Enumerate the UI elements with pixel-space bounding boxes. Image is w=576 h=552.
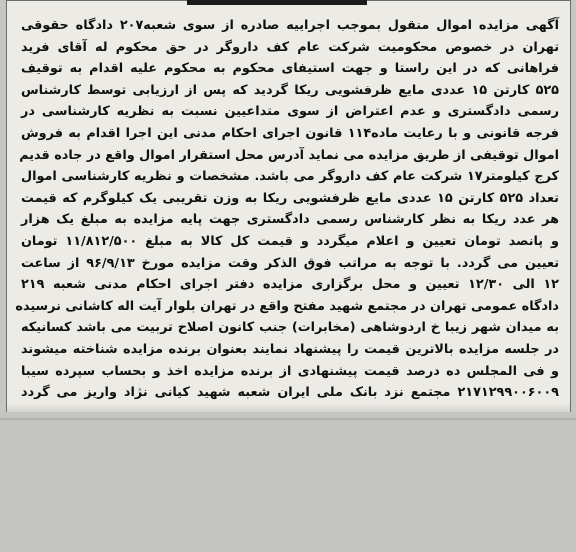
- paper-fold: [0, 418, 576, 420]
- notice-line-4: ۵۲۵ کارتن ۱۵ عددی مایع ظرفشویی ریکا گردید که پس از ارزیابی توسط کارشناس: [21, 82, 559, 98]
- notice-line-14: دادگاه عمومی تهران در مجتمع شهید مفتح واقع در تهران بلوار آیت اله کاشانی نرسیده: [15, 298, 559, 314]
- notice-line-6: فرجه قانونی و با رعایت ماده۱۱۴ قانون اجرای احکام مدنی این اجرا اقدام به فروش: [21, 125, 559, 141]
- notice-line-17: و فی المجلس ده درصد قیمت پیشنهادی از برنده مزایده اخذ و بحساب سپرده سیبا: [21, 363, 559, 379]
- notice-line-11: و پانصد تومان تعیین و اعلام میگردد و قیمت کل کالا به مبلغ ۱۱/۸۱۲/۵۰۰ تومان: [21, 233, 559, 249]
- newspaper-clipping: [6, 0, 571, 412]
- notice-line-3: فراهانی که در این راستا و جهت استیفای محکوم به محکوم علیه اقدام به توقیف: [21, 61, 559, 77]
- blank-lower-area: [0, 412, 576, 552]
- notice-line-7: اموال توقیفی از طریق مزایده می نماید آدرس محل استقرار اموال واقع در جاده قدیم: [19, 147, 559, 163]
- notice-line-10: هر عدد ریکا به نظر کارشناس رسمی دادگستری جهت پایه مزایده به مبلغ یک هزار: [21, 212, 559, 228]
- header-strip: [187, 0, 367, 5]
- notice-line-1: آگهی مزایده اموال منقول بموجب اجراییه صادره از سوی شعبه۲۰۷ دادگاه حقوقی: [21, 18, 559, 33]
- notice-line-12: تعیین می گردد. با توجه به مراتب فوق الذکر وقت مزایده مورخ ۹۶/۹/۱۳ از ساعت: [21, 255, 559, 271]
- notice-line-5: رسمی دادگستری و عدم اعتراض از سوی متداعیین نسبت به نظریه کارشناسی در: [21, 104, 559, 120]
- notice-line-18: ۲۱۷۱۲۹۹۰۰۶۰۰۹ مجتمع نزد بانک ملی ایران شعبه شهید کیانی نژاد واریز می گردد: [21, 385, 559, 401]
- notice-line-13: ۱۲ الی ۱۲/۳۰ تعیین و محل برگزاری مزایده دفتر اجرای احکام مدنی شعبه ۲۱۹: [21, 277, 559, 293]
- notice-line-16: در جلسه مزایده بالاترین قیمت را پیشنهاد نمایند بعنوان برنده مزایده شناخته میشوند: [21, 341, 559, 357]
- notice-line-2: تهران در خصوص محکومیت شرکت عام کف داروگر در حق محکوم له آقای فرید: [21, 39, 559, 55]
- auction-notice-text: [15, 15, 559, 425]
- notice-line-8: کرج کیلومتر۱۷ شرکت عام کف داروگر می باشد. مشخصات و نظریه کارشناسی اموال: [21, 169, 559, 185]
- notice-line-15: به میدان شهر زیبا خ اردوشاهی (مخابرات) جنب کانون اصلاح تربیت می باشد کسانیکه: [21, 320, 559, 336]
- notice-line-9: تعداد ۵۲۵ کارتن ۱۵ عددی مایع ظرفشویی ریکا به وزن تقریبی یک کیلوگرم که قیمت: [21, 190, 559, 206]
